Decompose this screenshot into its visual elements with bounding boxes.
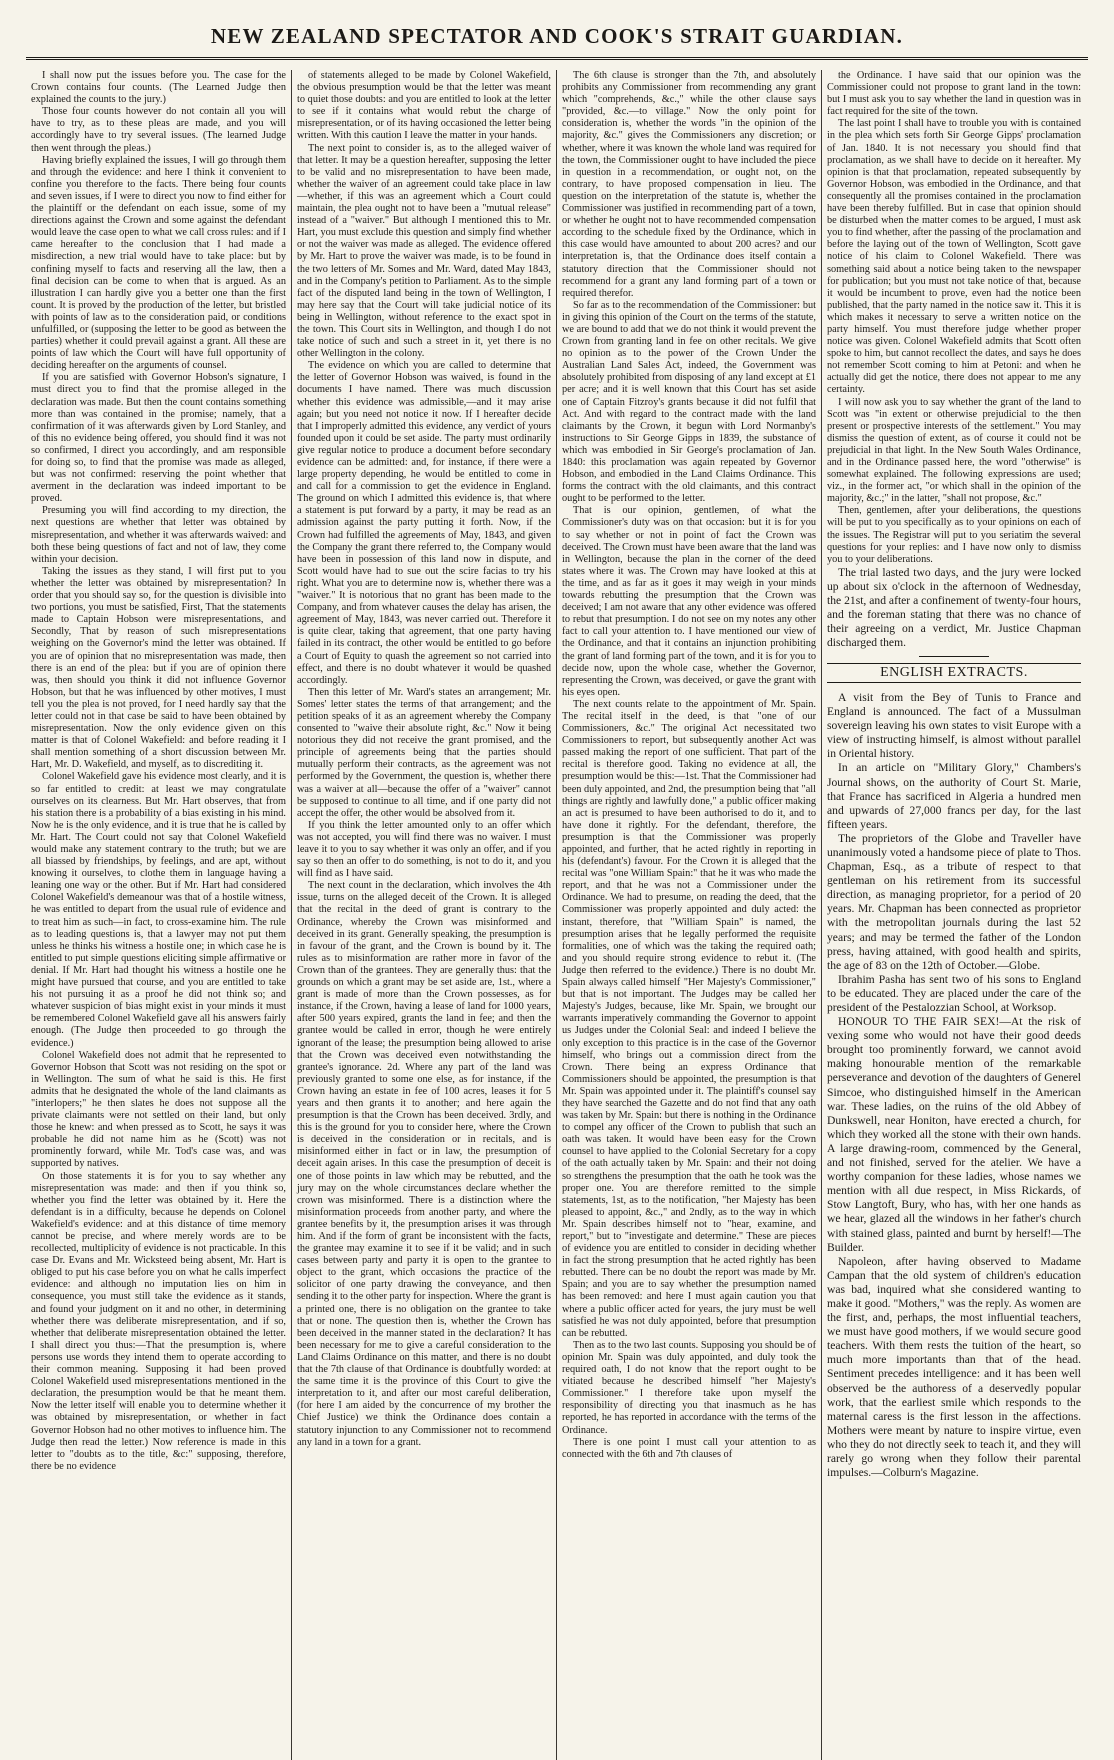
extract-item: The proprietors of the Globe and Traveller have unanimously voted a handsome piece of plate to Thos. Chapman, Esq., as a tribute of respect to that gentleman on his retirement from its successful direction, as managing proprietor, for a period of 20 years. Mr. Chapman has been connected as proprietor with the metropolitan journals during the last 52 years; and may be termed the father of the London press, having attained, with good health and spirits, the age of 83 on the 12th of October.—Globe.	[827, 831, 1081, 972]
paragraph: I shall now put the issues before you. The case for the Crown contains four counts. (The Learned Judge then explained the counts to the jury.)	[31, 70, 286, 106]
paragraph: Then, gentlemen, after your deliberations, the questions will be put to you specifically as to your opinions on each of the issues. The Registrar will put to you seriatim the several questions for your replies: and I have now only to dismiss you to your deliberations.	[827, 505, 1081, 565]
paragraph: If you think the letter amounted only to an offer which was not accepted, you will find there was no waiver. I must leave it to you to say whether it was only an offer, and if you say so then an offer to do something, is not to do it, and you will find as I have said.	[297, 819, 551, 880]
paragraph: That is our opinion, gentlemen, of what the Commissioner's duty was on that occasion: but it is for you to say whether or not in point of fact the Crown was deceived. The Crown must have been aware that the land was in Wellington, because the plan in the corner of the deed states where it was. The Crown may have looked at this at the time, and as far as it goes it may weigh in your minds towards rebutting the presumption that the Crown was deceived; I am not aware that any other evidence was offered to rebut that presumption. I do not see on my notes any other fact to call your attention to. I have mentioned our view of the Ordinance, and that it contains an injunction prohibiting the grant of land forming part of the town, and it is for you to decide now, upon the whole case, whether the Governor, representing the Crown, was deceived, or gave the grant with his eyes open.	[562, 505, 816, 698]
extract-item: In an article on "Military Glory," Chambers's Journal shows, on the authority of Court St. Marie, that France has sacrificed in Algeria a hundred men and upwards of 27,000 francs per day, for the last fifteen years.	[827, 761, 1081, 831]
paragraph: On those statements it is for you to say whether any misrepresentation was made: and then if you think so, whether you find the letter was obtained by it. Here the defendant is in a difficulty, because he depends on Colonel Wakefield's evidence: and at this distance of time memory cannot be precise, and where merely words are to be recollected, multiplicity of evidence is not practicable. In this case Dr. Evans and Mr. Wicksteed being absent, Mr. Hart is obliged to put his case before you on what he calls imperfect evidence: and although no imputation lies on him in consequence, you must still take the evidence as it stands, and found your judgment on it and no other, in determining whether there was deliberate misrepresentation, and if so, whether that deliberate misrepresentation obtained the letter. I shall direct you thus:—That the presumption is, where persons use words they intend them to operate according to their common meaning. Supposing it had been proved Colonel Wakefield used misrepresentations mentioned in the declaration, the presumption would be that he meant them. Now the letter itself will enable you to determine whether it was obtained by misrepresentation, or whether in fact Governor Hobson had no other motives to influence him. The Judge then read the letter.) Now reference is made in this letter to "doubts as to the title, &c:" supposing, therefore, there be no evidence	[31, 1170, 286, 1472]
trial-paragraph: The trial lasted two days, and the jury were locked up about six o'clock in the afternoon of Wednesday, the 21st, and after a confinement of twenty-four hours, and the foreman stating that there was no chance of their agreeing on a verdict, Mr. Justice Chapman discharged them.	[827, 565, 1081, 649]
extract-item: Ibrahim Pasha has sent two of his sons to England to be educated. They are placed under the care of the president of the Pestalozzian School, at Worksop.	[827, 972, 1081, 1014]
paragraph: Having briefly explained the issues, I will go through them and through the evidence: and here I think it convenient to confine you therefore to the facts. There being four counts and seven issues, if I were to direct you now to find either for the plaintiff or the defendant on each issue, some of my directions against the Crown and some against the defendant would leave the case open to what we call cross rules: and if I came hereafter to the conclusion that I had made a misdirection, a new trial would have to take place: but by confining myself to facts and reserving all the law, then a final decision can be come to when that is argued. As an illustration I can hardly give you a better one than the first count. It is proved by the production of the letter, but bristled with points of law as to the consideration paid, or conditions unfulfilled, or (supposing the letter to be good as between the parties) whether it could prevail against a grant. All these are points of law which the Court will have full opportunity of deciding hereafter on the arguments of counsel.	[31, 154, 286, 372]
paragraph: Taking the issues as they stand, I will first put to you whether the letter was obtained by misrepresentation? In order that you should say so, for the question is divisible into two portions, you must be satisfied, First, That the statements made to Captain Hobson were misrepresentations, and Secondly, That by reason of such misrepresentations weighing on the Governor's mind the letter was obtained. If you are of opinion that no misrepresentation was made, then there is an end of the plea: but if you are of opinion there was, then should you think it did not influence Governor Hobson, but that he was influenced by other motives, I must tell you the plea is not proved, for I need hardly say that the letter could not in that case be said to have been obtained by misrepresentation. Now the only evidence given on this matter is that of Colonel Wakefield: and before reading it I shall mention something of a short discussion between Mr. Hart, Mr. D. Wakefield, and myself, as to discrediting it.	[31, 565, 286, 771]
paragraph: the Ordinance. I have said that our opinion was the Commissioner could not propose to grant land in the town: but I must ask you to say whether the land in question was in fact required for the site of the town.	[827, 70, 1081, 118]
paragraph: The next counts relate to the appointment of Mr. Spain. The recital itself in the deed, is that "one of our Commissioners, &c." The original Act necessitated two Commissioners to report, but subsequently another Act was passed making the report of one sufficient. That part of the recital is therefore good. Taking no evidence at all, the presumption would be this:—1st. That the Commissioner had been duly appointed, and 2nd, the presumption being that "all things are rightly and lawfully done," a public officer making an act is presumed to have been authorised to do it, and to have done it rightly. For the defendant, therefore, the presumption is that the Commissioner was properly appointed, and further, that he acted rightly in reporting in his (defendant's) favour. For the Crown it is alleged that the recital was "one William Spain:" that he it was who made the report, and that he was not a Commissioner under the Ordinance. We had to presume, on reading the deed, that the Commissioner was properly appointed and duly acted: the instant, therefore, that "William Spain" is named, the presumption arises that he legally performed the requisite formalities, one of which was the taking the required oath; and you should require strong evidence to rebut it. (The Judge then referred to the evidence.) There is no doubt Mr. Spain always called himself "Her Majesty's Commissioner," but that is not important. The Judges may be called her Majesty's Judges, because, like Mr. Spain, we brought our warrants imperatively commanding the Governor to appoint us Judges under the Colonial Seal: and indeed I believe the only exception to this practice is in the case of the Governor himself, who brings out a commission direct from the Crown. There being an express Ordinance that Commissioners should be appointed, the presumption is that Mr. Spain was appointed under it. The plaintiff's counsel say they have searched the Gazette and do not find that any oath was taken by Mr. Spain: but there is nothing in the Ordinance to compel any officer of the Crown to publish that such an oath was taken. It would have been easy for the Crown counsel to have applied to the Colonial Secretary for a copy of the oath actually taken by Mr. Spain: and their not doing so strengthens the presumption that the oath he took was the proper one. You are therefore remitted to the simple statements, 1st, as to the notification, "her Majesty has been pleased to appoint, &c.," and 2ndly, as to the way in which Mr. Spain describes himself not to "hear, examine, and report," but to "investigate and determine." These are pieces of evidence you are entitled to consider in deciding whether in fact the strong presumption that he acted rightly has been rebutted. There can be no doubt the report was made by Mr. Spain; and you are to say whether the presumption named has been removed: and here I must again caution you that where a public officer acted for years, the jury must be well satisfied he was not duly appointed, before that presumption can be rebutted.	[562, 698, 816, 1339]
masthead: NEW ZEALAND SPECTATOR AND COOK'S STRAIT GUARDIAN.	[26, 18, 1088, 60]
paragraph: The last point I shall have to trouble you with is contained in the plea which sets forth Sir George Gipps' proclamation of Jan. 1840. It is not necessary you should find that proclamation, as we shall have to decide on it hereafter. My opinion is that that proclamation, repeated subsequently by Governor Hobson, was embodied in the Ordinance, and that consequently all the promises contained in the proclamation have been thereby fulfilled. But in case that opinion should be disturbed when the matter comes to be argued, I must ask you to find whether, after the passing of the proclamation and before the laying out of the town of Wellington, Scott gave notice of his claim to Colonel Wakefield. There was something said about a notice being taken to the newspaper for publication; but you must not take notice of that, because it would be incumbent to prove, even had the notice been published, that the party named in the notice saw it. This it is which makes it necessary to serve a written notice on the party himself. You must therefore judge whether proper notice was given. Colonel Wakefield admits that Scott often spoke to him, but cannot recollect the dates, and says he does not remember Scott coming to him at Petoni: and when he actually did get the notice, there does not appear to me any certainty.	[827, 118, 1081, 396]
extract-item: Napoleon, after having observed to Madame Campan that the old system of children's education was bad, inquired what she considered wanting to make it good. "Mothers," was the reply. As women are the first, and, perhaps, the most influential teachers, we must have good mothers, if we would secure good teachers. With them rests the tuition of the heart, so much more importants than that of the head. Sentiment precedes intelligence: and it has been well observed be the authoress of a deservedly popular work, that the earliest smile which responds to the maternal caress is the first lesson in the affections. Mothers were meant by nature to inspire virtue, even who they do not directly seek to teach it, and they will rarely go wrong when they follow their parental impulses.—Colburn's Magazine.	[827, 1254, 1081, 1480]
paragraph: The 6th clause is stronger than the 7th, and absolutely prohibits any Commissioner from recommending any grant which "comprehends, &c.," while the other clause says "provided, &c.—to village." Now the only point for consideration is, whether the words "in the opinion of the majority, &c." gives the Commissioners any discretion; or whether, where it was known the whole land was required for the town, the Commissioner ought to have included the piece in question in a recommendation, or ought not, on the contrary, to have proposed compensation in lieu. The question on the interpretation of the statute is, whether the Commissioner was justified in recommending part of a town, or whether he ought not to have recommended compensation according to the schedule fixed by the Ordinance, which in this case would have amounted to about 200 acres? and our interpretation is, that the Ordinance does itself contain a statutory direction that the Commissioner should not recommend for a grant any land forming part of a town or required therefor.	[562, 70, 816, 299]
paragraph: If you are satisfied with Governor Hobson's signature, I must direct you to find that the promise alleged in the declaration was made. But then the count contains something more than was contained in the promise; namely, that a confirmation of it was afterwards given by Lord Stanley, and of this no evidence being offered, you should find it was not so confirmed, I direct you accordingly, and am responsible for doing so, to find that the promise was made as alleged, but was not confirmed: reserving the point whether that averment in the declaration was indeed important to be proved.	[31, 372, 286, 505]
column-2	[291, 70, 556, 1760]
paragraph: I will now ask you to say whether the grant of the land to Scott was "in extent or otherwise prejudicial to the then present or prospective interests of the settlement." You may dismiss the question of extent, as of course it could not be prejudicial in that light. In the New South Wales Ordinance, and in the Ordinance passed here, the word "otherwise" is somewhat explained. The following expressions are used; viz., in the former act, "or which shall in the opinion of the majority, &c.;" in the latter, "shall not propose, &c."	[827, 396, 1081, 505]
paragraph: The next count in the declaration, which involves the 4th issue, turns on the alleged deceit of the Crown. It is alleged that the recital in the deed of grant is contrary to the Ordinance, whereby the Crown was misinformed and deceived in its grant. Generally speaking, the presumption is in favour of the grant, and the Crown is bound by it. The rules as to misinformation are rather more in favor of the Crown than of the grantees. They are generally thus: that the grounds on which a grant may be set aside are, 1st., where a grant is made of more than the Crown possesses, as for instance, if the Crown, having a lease of land for 1000 years, after 500 years expired, grants the land in fee; and then the grantee would be called in error, though he were entirely ignorant of the lease; the presumption being allowed to arise that the Crown was deceived even notwithstanding the grantee's ignorance. 2d. Where any part of the land was previously granted to some one else, as for instance, if the Crown having an estate in fee of 100 acres, leases it for 5 years and then grants it to another; and here again the presumption is that the Crown has been deceived. 3rdly, and this is the ground for you to consider here, where the Crown is deceived in the consideration or in recitals, and is misinformed either in fact or in law, the presumption of deceit again arises. In this case the presumption of deceit is one of those points in law which may be rebutted, and the jury may on the whole circumstances declare whether the crown was misinformed. There is a distinction where the misinformation proceeds from another party, and where the grantee benefits by it, the presumption arises it was through him. And if the form of grant be inconsistent with the facts, the grantee may examine it to see if it be valid; and in such cases between party and party it is open to the grantee to object to the grant, which occasions the practice of the solicitor of one party drawing the conveyance, and then sending it to the other party for inspection. Where the grant is a printed one, there is no obligation on the grantee to take that or none. The question then is, whether the Crown has been deceived in the manner stated in the declaration? It has been necessary for me to give a careful consideration to the Land Claims Ordinance on this matter, and there is no doubt that the 7th clause of that Ordinance is doubtfully worded: at the same time it is the province of this Court to give the interpretation to it, and after our most careful deliberation, (for here I am aided by the concurrence of my brother the Chief Justice) we think the Ordinance does contain a statutory injunction to any Commissioner not to recommend any land in a town for a grant.	[297, 880, 551, 1448]
paragraph: of statements alleged to be made by Colonel Wakefield, the obvious presumption would be that the letter was meant to quiet those doubts: and you are entitled to look at the letter to see if it contains what would rebut the charge of misrepresentation, or of its having occasioned the letter being written. With this caution I leave the matter in your hands.	[297, 70, 551, 142]
paragraph: The next point to consider is, as to the alleged waiver of that letter. It may be a question hereafter, supposing the letter to be valid and no misrepresentation to have been made, whether the waiver of an agreement could take place in law—whether, if this was an agreement which a Court could maintain, the plea ought not to have been a "mutual release" instead of a "waiver." But although I mentioned this to Mr. Hart, you must exclude this question and simply find whether or not the waiver was made as alleged. The evidence offered by Mr. Hart to prove the waiver was made, is to be found in the two letters of Mr. Somes and Mr. Ward, dated May 1843, and in the Company's petition to Parliament. As to the simple fact of the disputed land being in the town of Wellington, I may here say that the Court will take judicial notice of its being in Wellington, without reference to the exact spot in the town. This Court sits in Wellington, and though I do not take notice of such and such a street in it, yet there is no other Wellington in the colony.	[297, 142, 551, 360]
column-4	[821, 70, 1086, 1760]
paragraph: The evidence on which you are called to determine that the letter of Governor Hobson was waived, is found in the documents I have named. There was much discussion whether this evidence was admissible,—and it may arise again; but you need not notice it now. If I hereafter decide that I improperly admitted this evidence, any verdict of yours founded upon it could be set aside. The party must ordinarily give regular notice to produce a document before secondary evidence can be admitted: and, for instance, if there were a large property depending, he would be entitled to come in and call for a commission to get the evidence in England. The ground on which I admitted this evidence is, that where a statement is put forward by a party, it may be read as an admission against the party putting it forth. Now, if the Crown had fulfilled the agreements of May, 1843, and given the Company the grant there referred to, the Company would have been in possession of this land now in dispute, and Scott would have had to sue out the scire facias to try his right. What you are to determine now is, whether there was a "waiver." It is notorious that no grant has been made to the Company, and from whatever causes the delay has arisen, the agreement of May, 1843, was never carried out. Therefore it is quite clear, taking that agreement, that one party having failed in its contract, the other would be entitled to go before a Court of Equity to quash the agreement so not carried into effect, and there is no doubt whatever it would be quashed accordingly.	[297, 360, 551, 686]
paragraph: Then as to the two last counts. Supposing you should be of opinion Mr. Spain was duly appointed, and duly took the required oath, I do not know that the report ought to be vitiated because he described himself "her Majesty's Commissioner." I therefore take upon myself the responsibility of directing you that inasmuch as he has reported, he has reported in accordance with the terms of the Ordinance.	[562, 1339, 816, 1436]
section-heading: ENGLISH EXTRACTS.	[827, 663, 1081, 683]
paragraph: So far as to the recommendation of the Commissioner: but in giving this opinion of the Court on the terms of the statute, we are bound to add that we do not think it would prevent the Crown from granting land in fee on other recitals. We give no opinion as to the power of the Crown Under the Australian Land Sales Act, indeed, the Government was absolutely prohibited from disposing of any land except at £1 per acre; and it is well known that this Court has set aside one of Captain Fitzroy's grants because it did not fulfil that Act. And with regard to the contract made with the land claimants by the Crown, it begun with Lord Normanby's instructions to Sir George Gipps in 1839, the substance of which was embodied in Sir George's proclamation of Jan. 1840: this proclamation was again repeated by Governor Hobson, and embodied in the Land Claims Ordinance. This forms the contract with the old claimants, and this contract ought to be performed to the letter.	[562, 299, 816, 505]
paragraph: Presuming you will find according to my direction, the next questions are whether that letter was obtained by misrepresentation, and whether it was afterwards waived: and both these being questions of fact and not of law, they come within your decision.	[31, 505, 286, 565]
paragraph: Colonel Wakefield gave his evidence most clearly, and it is so far entitled to credit: at least we may congratulate ourselves on its clearness. But Mr. Hart observes, that from his station there is a probability of a bias existing in his mind. Now he is the only evidence, and it is true that he is called by Mr. Hart. The Court could not say that Colonel Wakefield would make any statement contrary to the truth; but we are all biassed by friendships, by feelings, and are apt, without knowing it ourselves, to clothe them in language having a leaning one way or the other. But if Mr. Hart had considered Colonel Wakefield's demeanour was that of a hostile witness, he was entitled to depart from the usual rule of evidence and to treat him as such—in fact, to cross-examine him. The rule as to leading questions is, that a lawyer may not put them unless he thinks his witness a hostile one; in which case he is entitled to put simple questions eliciting simple affirmative or denial. If Mr. Hart had thought his witness a hostile one he might have pursued that course, and you are entitled to take his not pursuing it as a proof he did not think so; and whatever suspicion of bias might exist in your minds it must be remembered Colonel Wakefield gave all his answers fairly enough. (The Judge then proceeded to go through the evidence.)	[31, 771, 286, 1049]
columns	[26, 70, 1088, 1760]
paragraph: Those four counts however do not contain all you will have to try, as to these pleas are made, and you will accordingly have to try several issues. (The learned Judge then went through the pleas.)	[31, 106, 286, 154]
extract-item: A visit from the Bey of Tunis to France and England is announced. The fact of a Mussulman sovereign leaving his own states to visit Europe with a view of instructing himself, is almost without parallel in Oriental history.	[827, 690, 1081, 761]
column-1	[26, 70, 291, 1760]
extract-item: HONOUR TO THE FAIR SEX!—At the risk of vexing some who would not have their good deeds brought too prominently forward, we cannot avoid making honourable mention of the remarkable perseverance and devotion of the daughters of Generel Simcoe, who distinguished himself in the American war. These ladies, on the ruins of the old Abbey of Dunkswell, near Honiton, have erected a church, for which they worked all the stone with their own hands. A large drawing-room, commenced by the General, and not finished, served for the atelier. We have a worthy companion for these ladies, whose names we mention with all due respect, in Miss Rickards, of Stow Langtoft, Bury, who has, with her one hands as we hear, glazed all the windows in her father's church with stained glass, painted and burnt by herself!—The Builder.	[827, 1015, 1081, 1254]
paragraph: There is one point I must call your attention to as connected with the 6th and 7th clauses of	[562, 1436, 816, 1460]
section-rule	[919, 656, 989, 657]
paragraph: Then this letter of Mr. Ward's states an arrangement; Mr. Somes' letter states the terms of that arrangement; and the petition speaks of it as an agreement whereby the Company consented to "waive their absolute right, &c." Now it being notorious they did not receive the grant promised, and the principle of agreements being that the parties should mutually perform their contracts, as the agreement was not performed by the Government, the question is, whether there was a waiver at all—because the offer of a "waiver" cannot be supposed to continue to all time, and if one party did not accept the offer, the other would be absolved from it.	[297, 686, 551, 819]
extracts-section	[827, 691, 1081, 1480]
paragraph: Colonel Wakefield does not admit that he represented to Governor Hobson that Scott was not residing on the spot or in Wellington. The sum of what he said is this. He first admits that he designated the whole of the land claimants as "interlopers;" he then slates he does not suppose all the private claimants were not settled on their land, but only those he knew: and when pressed as to Scott, he says it was probable he did not name him as he (Scott) was not prominently forward, while Mr. Tod's case was, and was supported by natives.	[31, 1049, 286, 1170]
column-3	[556, 70, 821, 1760]
